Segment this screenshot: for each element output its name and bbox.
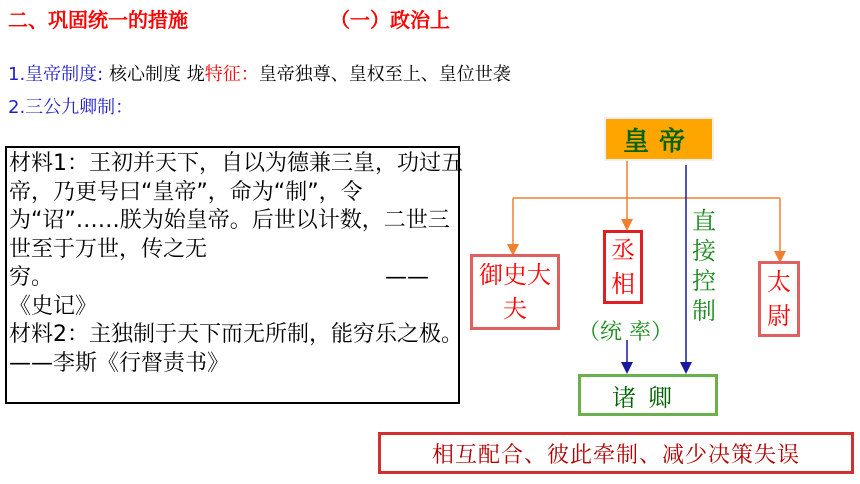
material-1-end-text: 穷。	[9, 265, 54, 290]
ministers-box: 诸卿	[578, 374, 718, 416]
section-subtitle: （一）政治上	[330, 8, 450, 32]
point1-feature-label: 特征：	[204, 64, 259, 85]
chancellor-box: 丞相	[603, 230, 643, 304]
orange-branch-lines	[513, 161, 780, 257]
material-2-text: 材料2：主独制于天下而无所制，能穷乐之极。——李斯《行督责书》	[9, 322, 463, 376]
point1-label: 1.皇帝制度:	[8, 64, 104, 85]
point1-odd-char: 垅	[186, 64, 205, 85]
direct-control-label: 直接控制	[692, 207, 716, 325]
commander-box: 太尉	[758, 261, 800, 337]
summary-box: 相互配合、彼此牵制、减少决策失误	[378, 432, 854, 474]
material-1-source: 《史记》	[9, 293, 98, 319]
lead-label: （统 率）	[578, 320, 673, 345]
section-title: 二、巩固统一的措施	[8, 8, 188, 32]
censor-box: 御史大夫	[470, 254, 560, 330]
point1-feature-text: 皇帝独尊、皇权至上、皇位世袭	[258, 64, 511, 85]
material-1-dash: ——	[385, 265, 429, 290]
emperor-box: 皇帝	[604, 117, 714, 161]
point1-core: 核心制度	[108, 64, 181, 85]
point-three-dukes: 2.三公九卿制：	[8, 97, 134, 118]
material-1-text: 材料1：王初并天下，自以为德兼三皇，功过五帝，乃更号曰“皇帝”，命为“制”，令为“诏”……朕为始皇帝。后世以计数，二世三世至于万世，传之无	[9, 151, 463, 262]
